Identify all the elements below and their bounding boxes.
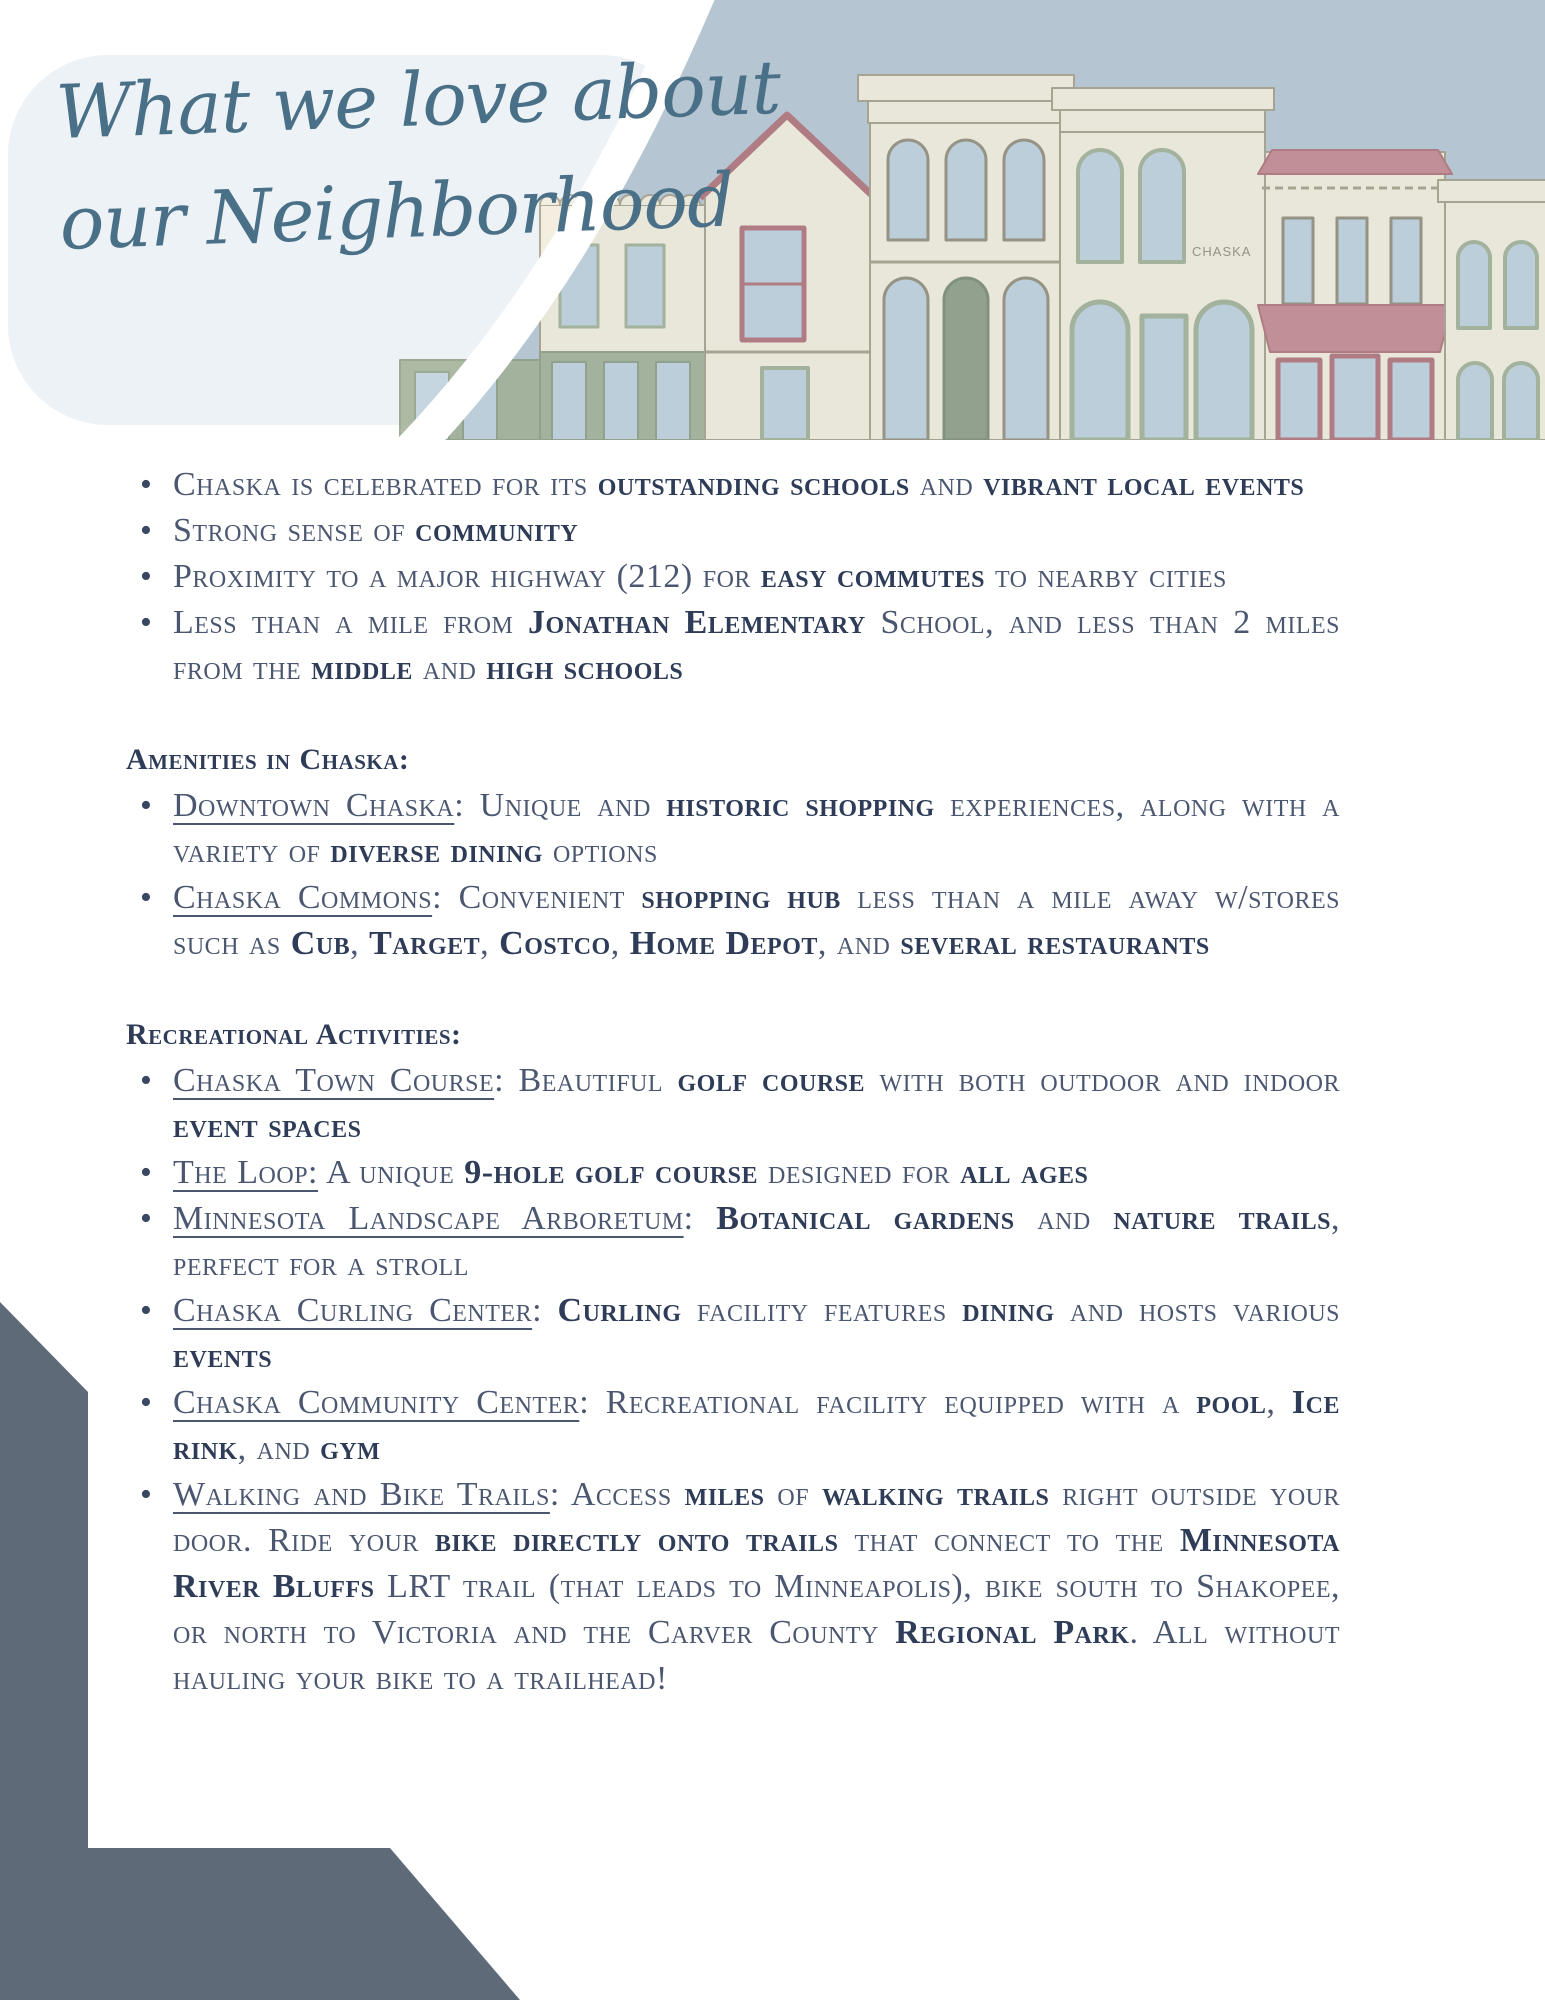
text-segment: Ice rink <box>173 1384 1340 1467</box>
building-right-arched <box>1438 180 1545 440</box>
text-segment: Walking and Bike Trails <box>173 1476 550 1513</box>
text-segment: walking trails <box>821 1476 1050 1513</box>
building-sign: CHASKA <box>1192 244 1252 259</box>
list-item <box>126 462 1340 508</box>
text-segment: options <box>542 833 658 870</box>
building-awning <box>1258 150 1452 440</box>
text-segment: Chaska Town Course <box>173 1062 495 1099</box>
text-segment: Chaska Curling Center <box>173 1292 533 1329</box>
text-segment: of <box>764 1476 822 1513</box>
text-segment: : Convenient <box>432 879 642 916</box>
text-segment: and hosts various <box>1054 1292 1341 1329</box>
text-segment: designed for <box>758 1154 961 1191</box>
text-segment: gym <box>320 1430 381 1467</box>
text-segment: LRT trail (that leads to Minneapolis), bike south to Shakopee, or north to Victoria and the Carver County <box>173 1568 1340 1651</box>
list-item <box>126 1196 1340 1288</box>
text-segment: Proximity to a major highway (212) for <box>173 558 761 595</box>
text-segment: pool <box>1196 1384 1267 1421</box>
text-segment: . All without hauling your bike to a trailhead! <box>173 1614 1340 1697</box>
text-segment: Jonathan Elementary <box>528 604 866 641</box>
text-segment: facility features <box>681 1292 963 1329</box>
text-segment: middle <box>311 650 413 687</box>
title-line-2: our Neighborhood <box>58 157 735 267</box>
list-item <box>126 783 1340 875</box>
text-segment: miles <box>684 1476 765 1513</box>
intro-list <box>126 462 1340 692</box>
text-segment: Minnesota Landscape Arboretum <box>173 1200 684 1237</box>
list-item <box>126 875 1340 967</box>
text-segment: : Beautiful <box>494 1062 678 1099</box>
text-segment: , <box>610 925 630 962</box>
text-segment: historic shopping <box>666 787 935 824</box>
text-segment: event spaces <box>173 1108 362 1145</box>
text-segment: less than a mile away w/stores such as <box>173 879 1340 962</box>
text-segment: , <box>350 925 370 962</box>
text-segment: several restaurants <box>900 925 1210 962</box>
text-segment: Chaska is celebrated for its <box>173 466 598 503</box>
section-heading-amenities: Amenities in Chaska: <box>126 743 410 776</box>
text-segment: Cub <box>290 925 351 962</box>
building-tall-arched <box>858 75 1074 440</box>
corner-accent-polygon <box>0 1302 520 2000</box>
text-segment: : <box>683 1200 717 1237</box>
text-segment: , and <box>817 925 901 962</box>
title-line-1: What we love about <box>54 44 782 156</box>
text-segment: , perfect for a stroll <box>173 1200 1340 1283</box>
section-heading-recreational: Recreational Activities: <box>126 1018 462 1051</box>
text-segment: , and <box>237 1430 321 1467</box>
text-segment: The Loop: <box>173 1154 318 1191</box>
text-segment: with both outdoor and indoor <box>865 1062 1340 1099</box>
text-segment: that connect to the <box>838 1522 1180 1559</box>
corner-accent-shape <box>0 1300 560 2000</box>
text-segment: Botanical gardens <box>716 1200 1015 1237</box>
list-item <box>126 1058 1340 1150</box>
text-segment: Less than a mile from <box>173 604 529 641</box>
amenities-list <box>126 783 1340 967</box>
list-item <box>126 1150 1340 1196</box>
text-segment: shopping hub <box>641 879 841 916</box>
text-segment: bike directly onto trails <box>434 1522 839 1559</box>
text-segment: community <box>415 512 579 549</box>
text-segment: Regional Park <box>895 1614 1130 1651</box>
text-segment: and <box>412 650 487 687</box>
text-segment: School, and less than 2 miles from the <box>173 604 1340 687</box>
text-segment: Minnesota River Bluffs <box>173 1522 1340 1605</box>
text-segment: : Unique and <box>454 787 667 824</box>
text-segment: : Recreational facility equipped with a <box>579 1384 1197 1421</box>
text-segment: Costco <box>499 925 611 962</box>
text-segment: outstanding schools <box>597 466 910 503</box>
text-segment: high schools <box>486 650 684 687</box>
text-segment: Chaska Commons <box>173 879 433 916</box>
text-segment: 9-hole golf course <box>464 1154 758 1191</box>
text-segment: , <box>480 925 500 962</box>
text-segment: Home Depot <box>629 925 818 962</box>
text-segment: golf course <box>677 1062 866 1099</box>
text-segment: right outside your door. Ride your <box>173 1476 1341 1559</box>
text-segment: diverse dining <box>330 833 543 870</box>
text-segment: vibrant local events <box>983 466 1305 503</box>
text-segment: experiences, along with a variety of <box>173 787 1340 870</box>
text-segment: and <box>1014 1200 1114 1237</box>
text-segment: all ages <box>960 1154 1089 1191</box>
text-segment: and <box>909 466 984 503</box>
text-segment: dining <box>962 1292 1055 1329</box>
text-segment: Curling <box>557 1292 682 1329</box>
list-item <box>126 508 1340 554</box>
page-title <box>54 31 821 279</box>
text-segment: : Access <box>549 1476 685 1513</box>
text-segment: events <box>173 1338 273 1375</box>
list-item <box>126 600 1340 692</box>
text-segment: : <box>532 1292 558 1329</box>
text-segment: Chaska Community Center <box>173 1384 580 1421</box>
text-segment: , <box>1266 1384 1292 1421</box>
text-segment: A unique <box>318 1154 465 1191</box>
text-segment: Strong sense of <box>173 512 416 549</box>
text-segment: Target <box>369 925 481 962</box>
text-segment: easy commutes <box>760 558 985 595</box>
list-item <box>126 554 1340 600</box>
building-sign-green <box>1052 88 1274 440</box>
text-segment: to nearby cities <box>984 558 1227 595</box>
text-segment: nature trails <box>1113 1200 1331 1237</box>
text-segment: Downtown Chaska <box>173 787 455 824</box>
